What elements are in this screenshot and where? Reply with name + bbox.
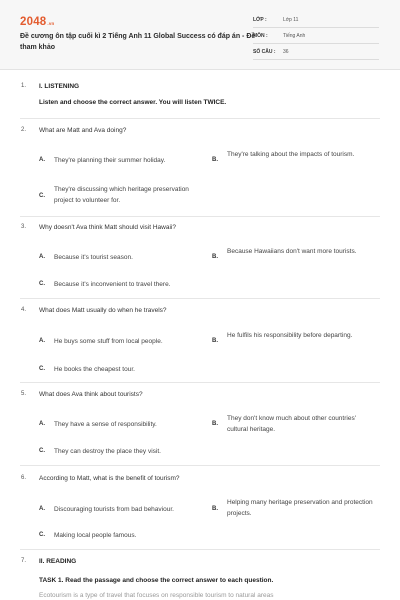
option-b-letter[interactable]: B. xyxy=(212,254,218,260)
option-c-letter[interactable]: C. xyxy=(39,281,45,287)
meta-class-row xyxy=(253,14,379,28)
option-a-letter[interactable]: A. xyxy=(39,338,45,344)
option-a-letter[interactable]: A. xyxy=(39,506,45,512)
meta-subject-row xyxy=(253,30,379,44)
document-title: Đề cương ôn tập cuối kì 2 Tiếng Anh 11 Global Success có đáp án - Đề tham khảo xyxy=(20,33,256,51)
question-number: 4. xyxy=(21,307,27,313)
divider xyxy=(20,118,380,119)
option-a-letter[interactable]: A. xyxy=(39,254,45,260)
meta-count-row xyxy=(253,46,379,60)
divider xyxy=(20,549,380,550)
question-number: 7. xyxy=(21,558,27,564)
option-b-text[interactable]: Because Hawaiians don't want more tourists. xyxy=(227,248,357,255)
instruction-listening: Listen and choose the correct answer. You will listen TWICE. xyxy=(39,99,227,106)
divider xyxy=(20,298,380,299)
question-number: 1. xyxy=(21,83,27,89)
meta-count-label: SỐ CÂU : xyxy=(253,49,276,55)
option-b-text[interactable]: They're talking about the impacts of tourism. xyxy=(227,151,355,158)
option-b-text[interactable]: He fulfils his responsibility before departing. xyxy=(227,332,353,339)
divider xyxy=(20,216,380,217)
question-text: Why doesn't Ava think Matt should visit Hawaii? xyxy=(39,224,176,231)
option-a-text[interactable]: Because it's tourist season. xyxy=(54,254,133,261)
document-header xyxy=(0,0,400,70)
passage-partial-line: Ecotourism is a type of travel that focuses on responsible tourism to natural areas xyxy=(39,592,274,599)
option-c-letter[interactable]: C. xyxy=(39,532,45,538)
meta-count-value: 36 xyxy=(283,49,289,55)
option-c-text[interactable]: Because it's inconvenient to travel there. xyxy=(54,281,171,288)
option-c-text[interactable]: He books the cheapest tour. xyxy=(54,366,135,373)
meta-class-label: LỚP : xyxy=(253,17,267,23)
divider xyxy=(20,382,380,383)
option-a-text[interactable]: They have a sense of responsibility. xyxy=(54,421,157,428)
option-c-letter[interactable]: C. xyxy=(39,366,45,372)
option-c-letter[interactable]: C. xyxy=(39,193,45,199)
question-number: 5. xyxy=(21,391,27,397)
site-logo[interactable]: 2048.vn xyxy=(20,16,55,28)
option-a-letter[interactable]: A. xyxy=(39,421,45,427)
option-a-text[interactable]: They're planning their summer holiday. xyxy=(54,157,166,164)
meta-class-value: Lớp 11 xyxy=(283,17,299,23)
option-c-text[interactable]: They're discussing which heritage preservation project to volunteer for. xyxy=(54,186,189,204)
option-b-letter[interactable]: B. xyxy=(212,506,218,512)
section-title-reading: II. READING xyxy=(39,558,77,565)
option-a-letter[interactable]: A. xyxy=(39,157,45,163)
question-text: According to Matt, what is the benefit of tourism? xyxy=(39,475,180,482)
option-a-text[interactable]: Discouraging tourists from bad behaviour. xyxy=(54,506,174,513)
option-b-letter[interactable]: B. xyxy=(212,421,218,427)
meta-subject-label: MÔN : xyxy=(253,33,268,39)
instruction-reading: TASK 1. Read the passage and choose the correct answer to each question. xyxy=(39,577,274,584)
option-b-letter[interactable]: B. xyxy=(212,157,218,163)
option-b-letter[interactable]: B. xyxy=(212,338,218,344)
question-text: What does Matt usually do when he travels? xyxy=(39,307,167,314)
divider xyxy=(20,465,380,466)
question-number: 6. xyxy=(21,475,27,481)
question-number: 3. xyxy=(21,224,27,230)
option-c-text[interactable]: Making local people famous. xyxy=(54,532,137,539)
option-c-text[interactable]: They can destroy the place they visit. xyxy=(54,448,161,455)
question-text: What does Ava think about tourists? xyxy=(39,391,143,398)
meta-subject-value: Tiếng Anh xyxy=(283,33,306,39)
option-b-text[interactable]: Helping many heritage preservation and protection projects. xyxy=(227,499,373,517)
section-title-listening: I. LISTENING xyxy=(39,83,80,90)
question-text: What are Matt and Ava doing? xyxy=(39,127,127,134)
option-a-text[interactable]: He buys some stuff from local people. xyxy=(54,338,163,345)
option-c-letter[interactable]: C. xyxy=(39,448,45,454)
option-b-text[interactable]: They don't know much about other countries' cultural heritage. xyxy=(227,415,356,433)
question-number: 2. xyxy=(21,127,27,133)
